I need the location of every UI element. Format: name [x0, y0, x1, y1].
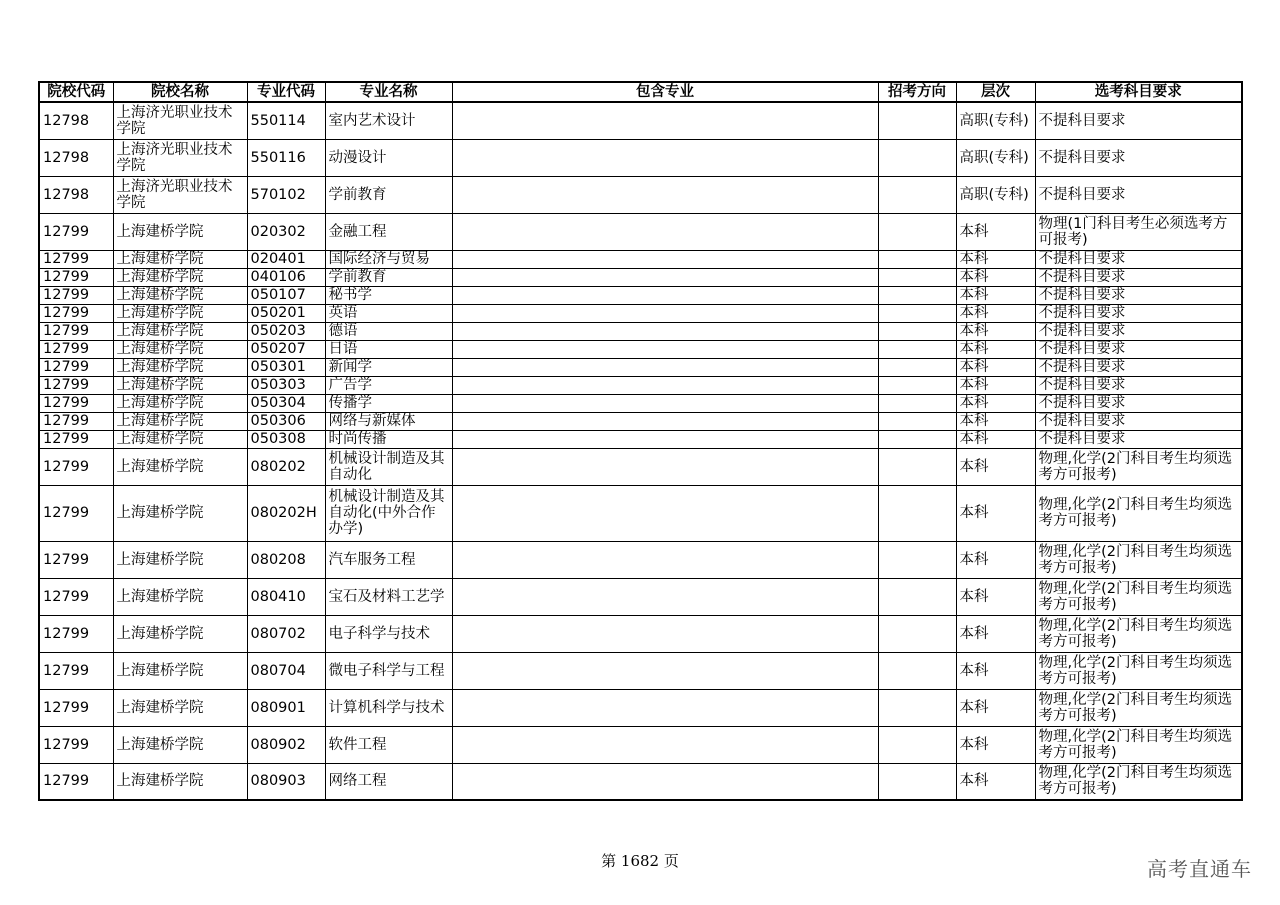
cell-major-code: 080702 [247, 615, 325, 652]
header-direction: 招考方向 [878, 82, 956, 102]
cell-school-name: 上海济光职业技术学院 [113, 139, 247, 176]
cell-direction [878, 322, 956, 340]
cell-level: 本科 [956, 358, 1035, 376]
cell-included-majors [452, 176, 878, 213]
cell-level: 本科 [956, 304, 1035, 322]
cell-level: 本科 [956, 430, 1035, 448]
cell-school-name: 上海建桥学院 [113, 394, 247, 412]
cell-school-code: 12799 [39, 304, 113, 322]
cell-school-code: 12799 [39, 485, 113, 541]
cell-subject-requirement: 不提科目要求 [1035, 412, 1242, 430]
cell-school-code: 12799 [39, 358, 113, 376]
cell-subject-requirement: 物理,化学(2门科目考生均须选考方可报考) [1035, 485, 1242, 541]
cell-major-name: 网络工程 [325, 763, 452, 800]
cell-school-name: 上海建桥学院 [113, 615, 247, 652]
cell-school-name: 上海建桥学院 [113, 726, 247, 763]
cell-school-code: 12799 [39, 268, 113, 286]
table-row [39, 176, 1242, 213]
cell-school-name: 上海建桥学院 [113, 286, 247, 304]
cell-school-code: 12799 [39, 213, 113, 250]
cell-school-name: 上海济光职业技术学院 [113, 102, 247, 139]
header-major-code: 专业代码 [247, 82, 325, 102]
cell-direction [878, 213, 956, 250]
cell-direction [878, 763, 956, 800]
cell-direction [878, 286, 956, 304]
cell-major-name: 国际经济与贸易 [325, 250, 452, 268]
cell-included-majors [452, 412, 878, 430]
cell-subject-requirement: 物理,化学(2门科目考生均须选考方可报考) [1035, 448, 1242, 485]
cell-school-name: 上海建桥学院 [113, 358, 247, 376]
cell-school-code: 12799 [39, 615, 113, 652]
cell-major-code: 050201 [247, 304, 325, 322]
cell-level: 本科 [956, 394, 1035, 412]
cell-major-name: 网络与新媒体 [325, 412, 452, 430]
table-row [39, 615, 1242, 652]
cell-included-majors [452, 689, 878, 726]
table-row [39, 412, 1242, 430]
cell-included-majors [452, 448, 878, 485]
cell-included-majors [452, 102, 878, 139]
cell-major-name: 金融工程 [325, 213, 452, 250]
cell-level: 本科 [956, 578, 1035, 615]
cell-level: 本科 [956, 268, 1035, 286]
cell-included-majors [452, 726, 878, 763]
cell-level: 本科 [956, 763, 1035, 800]
cell-major-name: 计算机科学与技术 [325, 689, 452, 726]
cell-direction [878, 412, 956, 430]
cell-school-code: 12799 [39, 689, 113, 726]
cell-major-code: 050304 [247, 394, 325, 412]
cell-major-code: 080208 [247, 541, 325, 578]
cell-direction [878, 394, 956, 412]
cell-major-code: 570102 [247, 176, 325, 213]
cell-school-code: 12799 [39, 578, 113, 615]
cell-subject-requirement: 物理,化学(2门科目考生均须选考方可报考) [1035, 726, 1242, 763]
cell-included-majors [452, 541, 878, 578]
cell-direction [878, 726, 956, 763]
cell-subject-requirement: 物理,化学(2门科目考生均须选考方可报考) [1035, 578, 1242, 615]
table-row [39, 139, 1242, 176]
cell-subject-requirement: 物理,化学(2门科目考生均须选考方可报考) [1035, 615, 1242, 652]
cell-subject-requirement: 物理,化学(2门科目考生均须选考方可报考) [1035, 763, 1242, 800]
table-row [39, 102, 1242, 139]
header-major-name: 专业名称 [325, 82, 452, 102]
cell-subject-requirement: 不提科目要求 [1035, 322, 1242, 340]
table-row [39, 448, 1242, 485]
header-level: 层次 [956, 82, 1035, 102]
cell-direction [878, 652, 956, 689]
cell-school-code: 12798 [39, 139, 113, 176]
cell-major-code: 020401 [247, 250, 325, 268]
table-header-row [39, 82, 1242, 102]
cell-subject-requirement: 不提科目要求 [1035, 268, 1242, 286]
cell-major-name: 秘书学 [325, 286, 452, 304]
cell-major-name: 德语 [325, 322, 452, 340]
cell-level: 本科 [956, 541, 1035, 578]
cell-major-code: 050107 [247, 286, 325, 304]
cell-level: 本科 [956, 286, 1035, 304]
cell-direction [878, 485, 956, 541]
table-row [39, 689, 1242, 726]
cell-school-code: 12798 [39, 176, 113, 213]
cell-major-name: 机械设计制造及其自动化 [325, 448, 452, 485]
table-row [39, 430, 1242, 448]
cell-major-code: 080903 [247, 763, 325, 800]
cell-level: 本科 [956, 726, 1035, 763]
cell-direction [878, 102, 956, 139]
cell-subject-requirement: 物理,化学(2门科目考生均须选考方可报考) [1035, 541, 1242, 578]
cell-subject-requirement: 不提科目要求 [1035, 176, 1242, 213]
table-row [39, 726, 1242, 763]
table-row [39, 286, 1242, 304]
cell-subject-requirement: 物理,化学(2门科目考生均须选考方可报考) [1035, 689, 1242, 726]
cell-major-name: 广告学 [325, 376, 452, 394]
cell-major-name: 日语 [325, 340, 452, 358]
cell-school-code: 12799 [39, 652, 113, 689]
cell-school-code: 12799 [39, 376, 113, 394]
table-row [39, 652, 1242, 689]
cell-direction [878, 139, 956, 176]
cell-included-majors [452, 304, 878, 322]
cell-included-majors [452, 250, 878, 268]
cell-level: 高职(专科) [956, 176, 1035, 213]
cell-included-majors [452, 213, 878, 250]
cell-subject-requirement: 不提科目要求 [1035, 340, 1242, 358]
table-row [39, 394, 1242, 412]
watermark-logo: 高考直通车 [1147, 857, 1252, 881]
cell-school-name: 上海建桥学院 [113, 689, 247, 726]
cell-included-majors [452, 268, 878, 286]
cell-major-code: 050207 [247, 340, 325, 358]
cell-school-code: 12799 [39, 448, 113, 485]
cell-major-code: 550116 [247, 139, 325, 176]
table-row [39, 213, 1242, 250]
cell-school-code: 12799 [39, 250, 113, 268]
cell-subject-requirement: 不提科目要求 [1035, 376, 1242, 394]
cell-major-code: 080704 [247, 652, 325, 689]
cell-subject-requirement: 不提科目要求 [1035, 394, 1242, 412]
cell-level: 本科 [956, 250, 1035, 268]
cell-direction [878, 250, 956, 268]
cell-major-name: 微电子科学与工程 [325, 652, 452, 689]
table-row [39, 376, 1242, 394]
cell-major-name: 机械设计制造及其自动化(中外合作办学) [325, 485, 452, 541]
cell-major-code: 080202 [247, 448, 325, 485]
cell-school-name: 上海建桥学院 [113, 652, 247, 689]
cell-school-name: 上海建桥学院 [113, 412, 247, 430]
cell-level: 本科 [956, 322, 1035, 340]
cell-school-name: 上海建桥学院 [113, 250, 247, 268]
cell-direction [878, 578, 956, 615]
table-row [39, 485, 1242, 541]
cell-major-code: 050303 [247, 376, 325, 394]
cell-major-name: 室内艺术设计 [325, 102, 452, 139]
cell-direction [878, 448, 956, 485]
cell-direction [878, 358, 956, 376]
cell-included-majors [452, 394, 878, 412]
cell-level: 本科 [956, 652, 1035, 689]
cell-school-code: 12799 [39, 726, 113, 763]
cell-school-name: 上海建桥学院 [113, 448, 247, 485]
header-school-name: 院校名称 [113, 82, 247, 102]
cell-major-code: 550114 [247, 102, 325, 139]
page-number: 第 1682 页 [601, 852, 679, 870]
cell-direction [878, 176, 956, 213]
cell-major-code: 080202H [247, 485, 325, 541]
table-row [39, 304, 1242, 322]
table-row [39, 763, 1242, 800]
cell-school-name: 上海济光职业技术学院 [113, 176, 247, 213]
cell-included-majors [452, 322, 878, 340]
cell-subject-requirement: 物理,化学(2门科目考生均须选考方可报考) [1035, 652, 1242, 689]
cell-direction [878, 376, 956, 394]
cell-major-code: 050203 [247, 322, 325, 340]
cell-direction [878, 615, 956, 652]
cell-included-majors [452, 485, 878, 541]
cell-direction [878, 541, 956, 578]
cell-school-name: 上海建桥学院 [113, 268, 247, 286]
cell-school-name: 上海建桥学院 [113, 541, 247, 578]
cell-level: 本科 [956, 340, 1035, 358]
cell-major-code: 080902 [247, 726, 325, 763]
cell-major-code: 040106 [247, 268, 325, 286]
cell-major-name: 英语 [325, 304, 452, 322]
cell-major-name: 学前教育 [325, 176, 452, 213]
cell-included-majors [452, 763, 878, 800]
cell-major-code: 050308 [247, 430, 325, 448]
table-row [39, 340, 1242, 358]
cell-major-code: 050301 [247, 358, 325, 376]
cell-included-majors [452, 615, 878, 652]
cell-major-code: 080901 [247, 689, 325, 726]
cell-direction [878, 268, 956, 286]
cell-included-majors [452, 578, 878, 615]
cell-major-name: 宝石及材料工艺学 [325, 578, 452, 615]
table-row [39, 322, 1242, 340]
cell-included-majors [452, 340, 878, 358]
cell-school-name: 上海建桥学院 [113, 340, 247, 358]
table-row [39, 358, 1242, 376]
cell-school-code: 12798 [39, 102, 113, 139]
cell-major-code: 050306 [247, 412, 325, 430]
cell-level: 本科 [956, 615, 1035, 652]
cell-major-name: 新闻学 [325, 358, 452, 376]
cell-major-name: 电子科学与技术 [325, 615, 452, 652]
cell-school-code: 12799 [39, 394, 113, 412]
cell-direction [878, 689, 956, 726]
admissions-table [38, 81, 1243, 801]
cell-school-name: 上海建桥学院 [113, 485, 247, 541]
table-row [39, 250, 1242, 268]
cell-subject-requirement: 不提科目要求 [1035, 304, 1242, 322]
cell-school-code: 12799 [39, 286, 113, 304]
cell-subject-requirement: 物理(1门科目考生必须选考方可报考) [1035, 213, 1242, 250]
cell-level: 本科 [956, 213, 1035, 250]
cell-major-name: 动漫设计 [325, 139, 452, 176]
cell-level: 本科 [956, 376, 1035, 394]
cell-school-name: 上海建桥学院 [113, 304, 247, 322]
cell-school-code: 12799 [39, 340, 113, 358]
cell-included-majors [452, 652, 878, 689]
table-row [39, 541, 1242, 578]
cell-school-code: 12799 [39, 541, 113, 578]
cell-school-name: 上海建桥学院 [113, 430, 247, 448]
cell-level: 高职(专科) [956, 139, 1035, 176]
cell-included-majors [452, 430, 878, 448]
cell-major-code: 080410 [247, 578, 325, 615]
cell-subject-requirement: 不提科目要求 [1035, 102, 1242, 139]
cell-subject-requirement: 不提科目要求 [1035, 250, 1242, 268]
header-included-majors: 包含专业 [452, 82, 878, 102]
cell-subject-requirement: 不提科目要求 [1035, 358, 1242, 376]
cell-subject-requirement: 不提科目要求 [1035, 139, 1242, 176]
cell-included-majors [452, 139, 878, 176]
cell-level: 本科 [956, 448, 1035, 485]
cell-school-name: 上海建桥学院 [113, 322, 247, 340]
cell-direction [878, 340, 956, 358]
cell-major-name: 时尚传播 [325, 430, 452, 448]
cell-included-majors [452, 286, 878, 304]
cell-level: 本科 [956, 485, 1035, 541]
cell-included-majors [452, 358, 878, 376]
cell-school-name: 上海建桥学院 [113, 376, 247, 394]
cell-major-code: 020302 [247, 213, 325, 250]
cell-level: 高职(专科) [956, 102, 1035, 139]
cell-major-name: 软件工程 [325, 726, 452, 763]
cell-school-code: 12799 [39, 322, 113, 340]
cell-subject-requirement: 不提科目要求 [1035, 286, 1242, 304]
cell-school-name: 上海建桥学院 [113, 578, 247, 615]
header-subject-requirement: 选考科目要求 [1035, 82, 1242, 102]
cell-major-name: 汽车服务工程 [325, 541, 452, 578]
table-row [39, 268, 1242, 286]
header-school-code: 院校代码 [39, 82, 113, 102]
cell-major-name: 传播学 [325, 394, 452, 412]
cell-school-code: 12799 [39, 763, 113, 800]
cell-school-code: 12799 [39, 412, 113, 430]
cell-included-majors [452, 376, 878, 394]
cell-level: 本科 [956, 412, 1035, 430]
cell-subject-requirement: 不提科目要求 [1035, 430, 1242, 448]
cell-direction [878, 304, 956, 322]
table-body [39, 102, 1242, 800]
cell-level: 本科 [956, 689, 1035, 726]
cell-school-name: 上海建桥学院 [113, 213, 247, 250]
cell-school-name: 上海建桥学院 [113, 763, 247, 800]
cell-school-code: 12799 [39, 430, 113, 448]
cell-direction [878, 430, 956, 448]
table-row [39, 578, 1242, 615]
cell-major-name: 学前教育 [325, 268, 452, 286]
